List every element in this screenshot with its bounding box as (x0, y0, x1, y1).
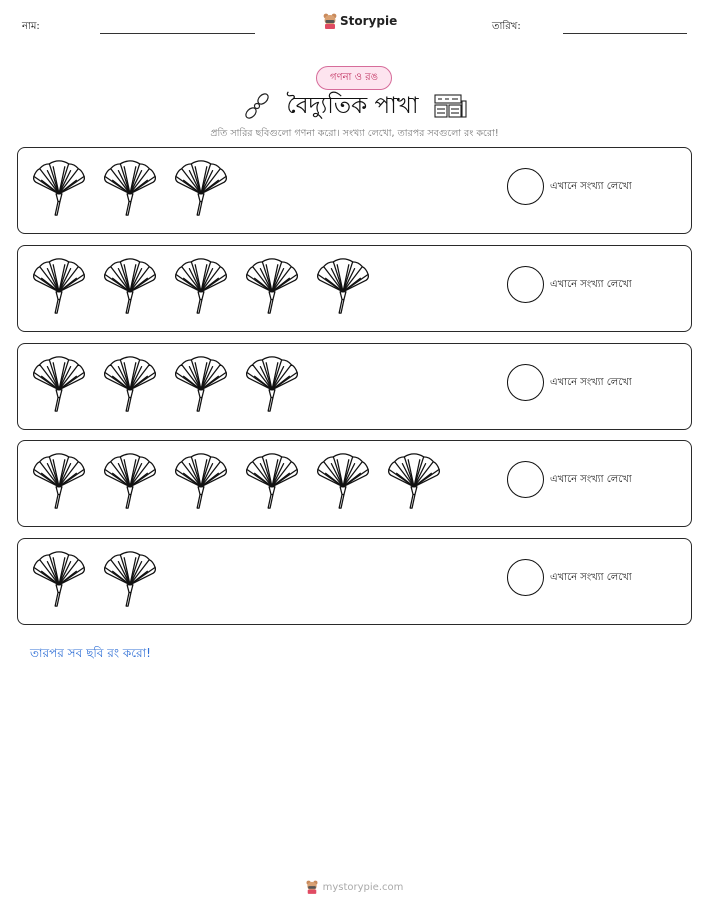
page-footer (0, 880, 709, 894)
fan-group (30, 549, 159, 615)
answer-circle[interactable] (507, 168, 544, 205)
answer-circle[interactable] (507, 364, 544, 401)
fan-blade-icon (242, 91, 272, 121)
appliance-icon (433, 91, 467, 121)
counting-row (17, 147, 692, 234)
hand-fan-icon (172, 158, 230, 218)
hand-fan-icon (101, 549, 159, 609)
hand-fan-icon (172, 354, 230, 414)
title-row (0, 88, 709, 124)
date-field[interactable] (563, 33, 687, 34)
answer-hint: এখানে সংখ্যা লেখো (550, 572, 632, 583)
hand-fan-icon (385, 451, 443, 511)
hand-fan-icon (172, 256, 230, 316)
answer-circle[interactable] (507, 461, 544, 498)
hand-fan-icon (243, 451, 301, 511)
fan-group (30, 158, 230, 224)
answer-hint: এখানে সংখ্যা লেখো (550, 474, 632, 485)
hand-fan-icon (243, 256, 301, 316)
counting-row (17, 538, 692, 625)
name-label: নাম: (22, 21, 40, 32)
counting-row (17, 343, 692, 430)
hand-fan-icon (30, 354, 88, 414)
hand-fan-icon (30, 451, 88, 511)
answer-hint: এখানে সংখ্যা লেখো (550, 377, 632, 388)
fan-group (30, 256, 372, 322)
answer-hint: এখানে সংখ্যা লেখো (550, 279, 632, 290)
counting-row (17, 440, 692, 527)
hand-fan-icon (101, 256, 159, 316)
hand-fan-icon (243, 354, 301, 414)
hand-fan-icon (101, 451, 159, 511)
fan-group (30, 451, 443, 517)
hand-fan-icon (172, 451, 230, 511)
footer-url: mystorypie.com (322, 881, 404, 893)
answer-circle[interactable] (507, 559, 544, 596)
instruction-text: প্রতি সারির ছবিগুলো গণনা করো। সংখ্যা লেখো, তারপর সবগুলো রং করো! (210, 128, 499, 139)
name-field[interactable] (100, 33, 255, 34)
answer-hint: এখানে সংখ্যা লেখো (550, 181, 632, 192)
footer-note: তারপর সব ছবি রং করো! (30, 646, 151, 660)
hand-fan-icon (314, 451, 372, 511)
hand-fan-icon (101, 158, 159, 218)
counting-row (17, 245, 692, 332)
page-title: বৈদ্যুতিক পাখা (286, 92, 419, 119)
hand-fan-icon (314, 256, 372, 316)
hand-fan-icon (30, 256, 88, 316)
hand-fan-icon (30, 158, 88, 218)
bear-logo-icon (323, 13, 337, 29)
answer-circle[interactable] (507, 266, 544, 303)
bear-logo-icon (306, 880, 318, 894)
hand-fan-icon (101, 354, 159, 414)
category-badge: গণনা ও রঙ (316, 66, 392, 90)
date-label: তারিখ: (492, 21, 521, 32)
hand-fan-icon (30, 549, 88, 609)
brand-name: Storypie (340, 14, 398, 28)
brand (323, 13, 397, 29)
page-header (0, 0, 709, 45)
fan-group (30, 354, 301, 420)
